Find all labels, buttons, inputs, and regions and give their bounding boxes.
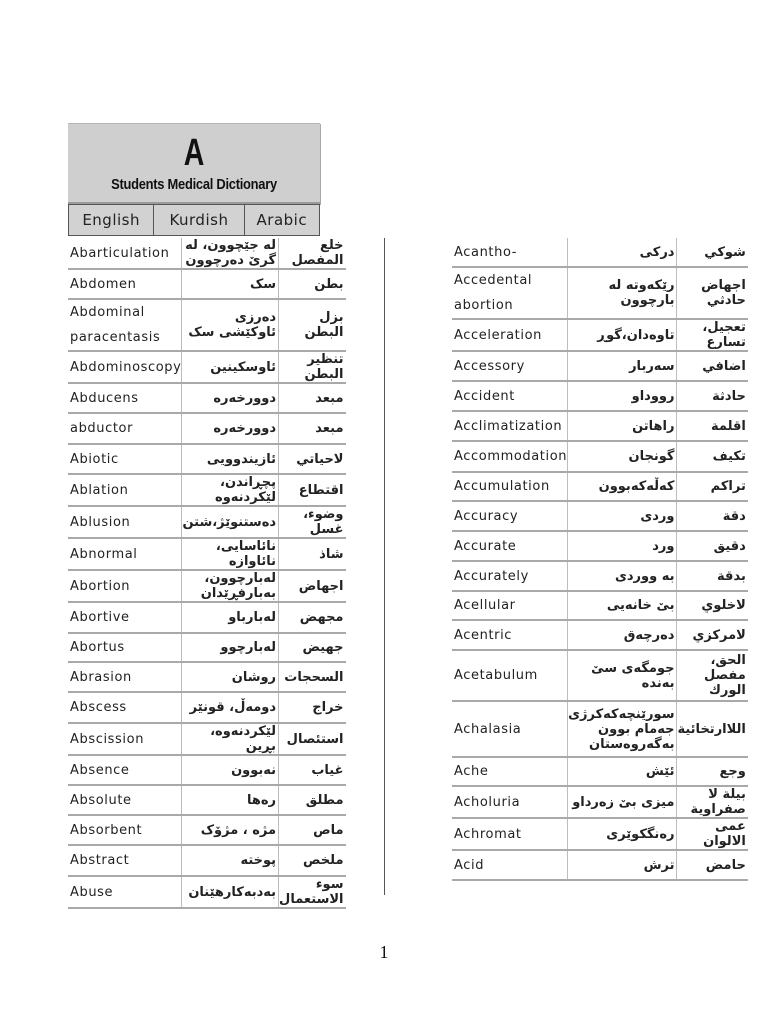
arabic-term: حامض — [677, 850, 748, 880]
kurdish-term: بێ خانەیی — [568, 591, 677, 620]
dictionary-header — [68, 123, 320, 204]
dictionary-entry-row — [68, 785, 346, 815]
arabic-term: اللاارتخائية — [677, 701, 748, 757]
dictionary-entry-row — [452, 267, 748, 319]
arabic-term: خراج — [279, 692, 346, 723]
kurdish-term: رووداو — [568, 381, 677, 411]
arabic-term: لاخلوي — [677, 591, 748, 620]
kurdish-term: ترش — [568, 850, 677, 880]
english-term: Ablusion — [68, 506, 182, 538]
arabic-term: تعجيل، تسارع — [677, 319, 748, 351]
dictionary-title: Students Medical Dictionary — [111, 176, 277, 193]
english-term: Accident — [452, 381, 568, 411]
kurdish-term: کەڵەکەبوون — [568, 472, 677, 501]
kurdish-term: لەبارچوو — [182, 633, 279, 662]
english-term: Abarticulation — [68, 238, 182, 269]
arabic-term: عمى الالوان — [677, 818, 748, 850]
kurdish-term: لە جێچوون، لە گرێ دەرچوون — [182, 238, 279, 269]
english-term: Acentric — [452, 620, 568, 650]
kurdish-term: درکی — [568, 238, 677, 267]
dictionary-entry-row — [68, 845, 346, 876]
left-entries-table — [68, 238, 346, 909]
arabic-term: سوء الاستعمال — [279, 877, 344, 907]
kurdish-term: دوورخەرە — [182, 413, 279, 444]
arabic-term: بزل البطن — [279, 299, 346, 351]
arabic-term: اجهاض حادثي — [677, 267, 748, 319]
dictionary-entry-row — [452, 319, 748, 351]
dictionary-entry-row — [452, 701, 748, 757]
dictionary-entry-row — [68, 506, 346, 538]
arabic-term: شوكي — [677, 238, 748, 267]
dictionary-entry-row — [68, 723, 346, 755]
dictionary-entry-row — [452, 381, 748, 411]
kurdish-term: میزی بێ زەرداو — [568, 786, 677, 818]
arabic-term: اقتطاع — [279, 474, 346, 506]
arabic-term: شاذ — [279, 538, 346, 570]
english-term: Acellular — [452, 591, 568, 620]
english-term: Accurate — [452, 531, 568, 561]
arabic-term: وضوء، غسل — [279, 506, 346, 538]
kurdish-term: دەرزی ئاوکێشی سک — [182, 299, 279, 351]
arabic-term: استئصال — [279, 723, 346, 755]
arabic-term: وجع — [677, 757, 748, 786]
arabic-term: تكيف — [677, 441, 748, 472]
arabic-term: بيلة لا صفراوية — [677, 786, 748, 818]
dictionary-entry-row — [452, 238, 748, 267]
arabic-term: الحق، مفصل الورك — [677, 650, 748, 701]
page-number: 1 — [379, 942, 389, 962]
dictionary-entry-row — [452, 472, 748, 501]
english-term: abductor — [68, 413, 182, 444]
dictionary-entry-row — [68, 602, 346, 633]
dictionary-entry-row — [68, 633, 346, 662]
section-letter: A — [183, 132, 205, 174]
arabic-term: دقيق — [677, 531, 748, 561]
dictionary-entry-row — [452, 351, 748, 381]
english-term: Accessory — [452, 351, 568, 381]
english-term: Abortus — [68, 633, 182, 662]
kurdish-term: لێکردنەوە، بڕین — [182, 723, 279, 755]
arabic-term: لاحياتي — [279, 444, 346, 474]
kurdish-term: دەستنوێژ،شتن — [182, 506, 279, 538]
kurdish-term: سک — [182, 269, 279, 299]
english-term: Achromat — [452, 818, 568, 850]
arabic-term: مجهض — [279, 602, 346, 633]
kurdish-term: تاوەدان،گوڕ — [568, 319, 677, 351]
dictionary-entry-row — [68, 815, 346, 845]
dictionary-entry-row — [68, 538, 346, 570]
kurdish-term: دوورخەرە — [182, 383, 279, 413]
english-term: Abortion — [68, 570, 182, 602]
english-term: Acantho- — [452, 238, 568, 267]
kurdish-term: بە ووردی — [568, 561, 677, 591]
kurdish-term: ئێش — [568, 757, 677, 786]
column-header-kurdish: Kurdish — [154, 205, 244, 235]
kurdish-term: ئازیندوویی — [182, 444, 279, 474]
english-term: Ablation — [68, 474, 182, 506]
english-term: Accedental abortion — [452, 267, 568, 319]
dictionary-entry-row — [68, 238, 346, 269]
column-divider — [384, 238, 385, 895]
kurdish-term: گونجان — [568, 441, 677, 472]
kurdish-term: ئاوسکینین — [182, 351, 279, 383]
english-term: Abiotic — [68, 444, 182, 474]
kurdish-term: دومەڵ، قونێر — [182, 692, 279, 723]
kurdish-term: پوختە — [182, 845, 279, 876]
english-term: Abortive — [68, 602, 182, 633]
english-term: Acceleration — [452, 319, 568, 351]
dictionary-entry-row — [452, 561, 748, 591]
english-term: Absence — [68, 755, 182, 785]
english-term: Absolute — [68, 785, 182, 815]
kurdish-term: رێکەوتە لە بارچوون — [568, 267, 677, 319]
column-header-arabic: Arabic — [256, 211, 308, 229]
english-term: Accurately — [452, 561, 568, 591]
arabic-term: لامركزي — [677, 620, 748, 650]
dictionary-entry-row — [452, 818, 748, 850]
dictionary-entry-row — [68, 474, 346, 506]
english-term: Achalasia — [452, 701, 568, 757]
english-term: Accuracy — [452, 501, 568, 531]
dictionary-entry-row — [452, 531, 748, 561]
kurdish-term: روشان — [182, 662, 279, 692]
arabic-term: بدقة — [677, 561, 748, 591]
english-term: Acclimatization — [452, 411, 568, 441]
arabic-term: تراكم — [677, 472, 748, 501]
arabic-term: اضافي — [677, 351, 748, 381]
column-header-english: English — [69, 205, 154, 235]
kurdish-term: بەدبەکارهێنان — [182, 876, 279, 908]
dictionary-entry-row — [452, 850, 748, 880]
dictionary-entry-row — [68, 413, 346, 444]
kurdish-term: وردی — [568, 501, 677, 531]
english-term: Abuse — [68, 876, 182, 908]
dictionary-entry-row — [68, 444, 346, 474]
english-term: Absorbent — [68, 815, 182, 845]
kurdish-term: ورد — [568, 531, 677, 561]
arabic-term: تنظير البطن — [279, 351, 346, 383]
arabic-term: مبعد — [279, 413, 346, 444]
english-term: Abrasion — [68, 662, 182, 692]
dictionary-entry-row — [68, 351, 346, 383]
english-term: Acid — [452, 850, 568, 880]
dictionary-entry-row — [452, 786, 748, 818]
arabic-term: ماص — [279, 815, 346, 845]
arabic-term: حادثة — [677, 381, 748, 411]
english-term: Abdominoscopy — [68, 351, 182, 383]
dictionary-entry-row — [68, 299, 346, 351]
dictionary-entry-row — [68, 570, 346, 602]
english-term: Abducens — [68, 383, 182, 413]
kurdish-term: نەبوون — [182, 755, 279, 785]
kurdish-term: رەها — [182, 785, 279, 815]
arabic-term: اجهاض — [279, 570, 346, 602]
english-term: Abscission — [68, 723, 182, 755]
kurdish-term: راهاتن — [568, 411, 677, 441]
english-term: Abdominal paracentasis — [68, 299, 182, 351]
english-term: Ache — [452, 757, 568, 786]
english-term: Accommodation — [452, 441, 568, 472]
arabic-term: جهيض — [279, 633, 346, 662]
dictionary-entry-row — [68, 692, 346, 723]
kurdish-term: جومگەی سێ بەندە — [568, 650, 677, 701]
dictionary-entry-row — [68, 662, 346, 692]
dictionary-entry-row — [68, 383, 346, 413]
english-term: Acetabulum — [452, 650, 568, 701]
column-headers — [68, 204, 320, 236]
arabic-term: مبعد — [279, 383, 346, 413]
kurdish-term: رەنگکوێری — [568, 818, 677, 850]
arabic-term: غياب — [279, 755, 346, 785]
kurdish-term: لەبارباو — [182, 602, 279, 633]
dictionary-entry-row — [452, 591, 748, 620]
arabic-term: مطلق — [279, 785, 346, 815]
dictionary-entry-row — [452, 411, 748, 441]
dictionary-entry-row — [452, 501, 748, 531]
kurdish-term: سەربار — [568, 351, 677, 381]
arabic-term: بطن — [279, 269, 346, 299]
english-term: Abdomen — [68, 269, 182, 299]
right-entries-table — [452, 238, 748, 881]
dictionary-entry-row — [452, 441, 748, 472]
english-term: Acholuria — [452, 786, 568, 818]
arabic-term: اقلمة — [677, 411, 748, 441]
kurdish-term: لەبارچوون، بەبارفڕێدان — [182, 570, 279, 602]
arabic-term: دقة — [677, 501, 748, 531]
english-term: Accumulation — [452, 472, 568, 501]
kurdish-term: مژە ، مژۆک — [182, 815, 279, 845]
kurdish-term: دەرچەق — [568, 620, 677, 650]
dictionary-entry-row — [452, 757, 748, 786]
dictionary-entry-row — [68, 876, 346, 908]
arabic-term: السحجات — [279, 662, 346, 692]
kurdish-term: پچڕاندن، لێکردنەوە — [182, 474, 279, 506]
dictionary-entry-row — [68, 755, 346, 785]
english-term: Abstract — [68, 845, 182, 876]
arabic-term: خلع المفصل — [279, 238, 346, 269]
dictionary-entry-row — [452, 620, 748, 650]
english-term: Abscess — [68, 692, 182, 723]
dictionary-entry-row — [452, 650, 748, 701]
kurdish-term: سورێنچەکەکرژی جەمام بوون بەگەروەستان — [568, 701, 677, 757]
dictionary-entry-row — [68, 269, 346, 299]
arabic-term: ملخص — [279, 845, 346, 876]
english-term: Abnormal — [68, 538, 182, 570]
kurdish-term: نائاسایی، نائاوازە — [182, 538, 279, 570]
